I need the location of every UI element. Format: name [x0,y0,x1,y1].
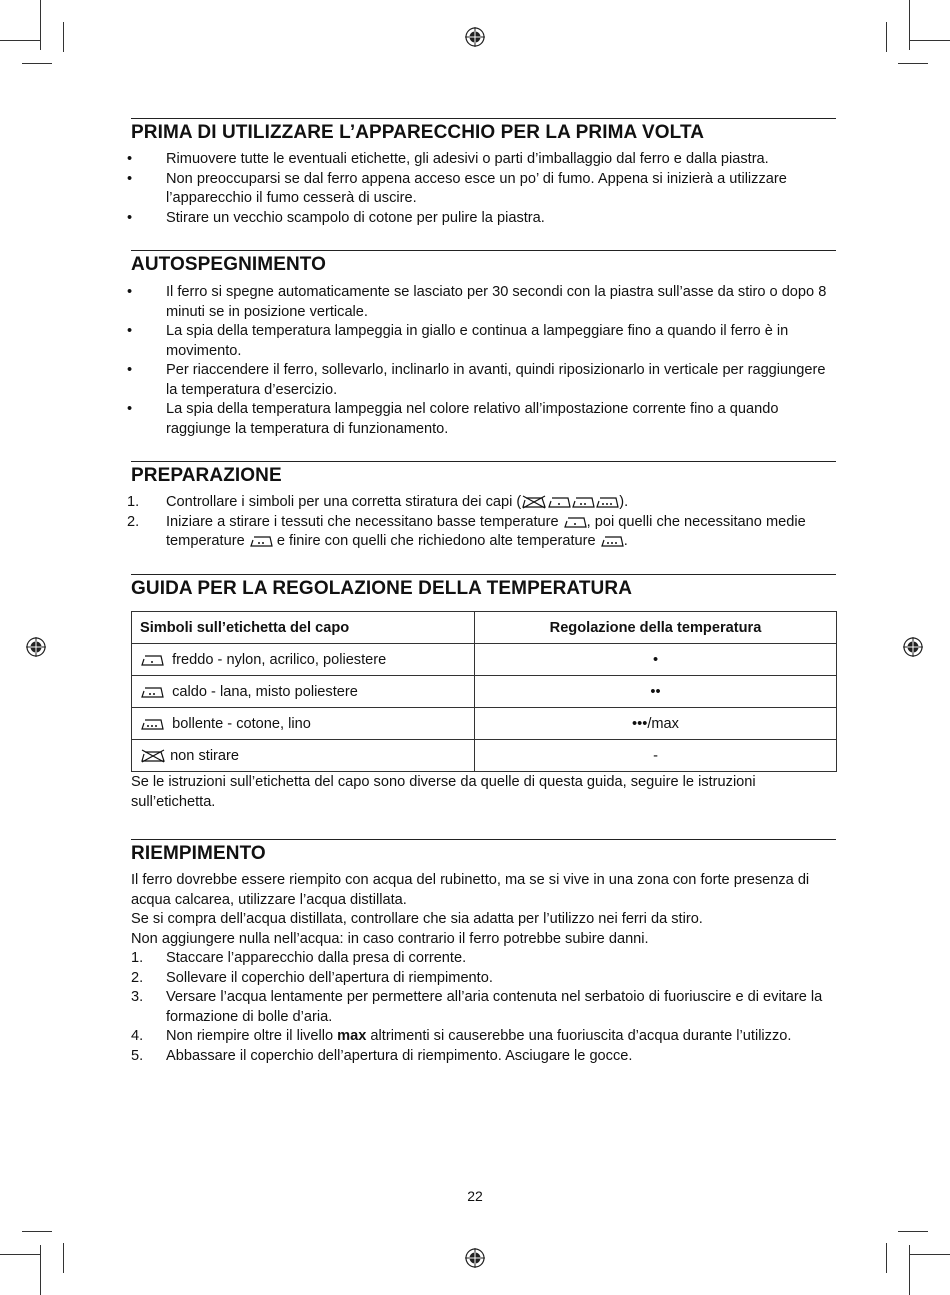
iron-one-dot-icon [140,653,164,667]
crop-mark [886,22,887,52]
crop-mark [0,1254,40,1255]
iron-two-dots-icon [140,685,164,699]
iron-two-dots-icon [249,534,273,548]
section-filling [131,839,836,1066]
section-title: PRIMA DI UTILIZZARE L’APPARECCHIO PER LA PRIMA VOLTA [131,118,836,145]
list-item: • Rimuovere tutte le eventuali etichette, gli adesivi o parti d’imballaggio dal ferro e dalla piastra. [127,151,769,167]
numbered-list [127,493,836,552]
table-row: non stirare - [132,740,837,772]
crop-mark [63,22,64,52]
section-first-use [127,118,836,228]
registration-mark-icon [465,1248,485,1268]
crop-mark [22,1231,52,1232]
column-header: Simboli sull’etichetta del capo [132,612,475,644]
list-item: 2. Iniziare a stirare i tessuti che necessitano basse temperature , poi quelli che necessitano medie temperature e finire con quelli che richiedono alte temperature . [127,513,806,549]
iron-one-dot-icon [547,495,571,509]
crop-mark [909,0,910,50]
list-item: 3. Versare l’acqua lentamente per permettere all’aria contenuta nel serbatoio di fuoriuscire e di evitare la formazione di bolle d’aria. [131,989,823,1025]
section-title: AUTOSPEGNIMENTO [131,250,836,277]
list-item: • Il ferro si spegne automaticamente se lasciato per 30 secondi con la piastra sull’asse da stiro o dopo 8 minuti se in posizione verticale. [127,284,827,320]
registration-mark-icon [26,637,46,657]
list-item: • Stirare un vecchio scampolo di cotone per pulire la piastra. [127,209,545,226]
crop-mark [0,40,40,41]
do-not-iron-icon [140,749,166,763]
crop-mark [910,1254,950,1255]
paragraph: Il ferro dovrebbe essere riempito con acqua del rubinetto, ma se si vive in una zona con forte presenza di acqua calcarea, utilizzare l’acqua distillata. [131,872,810,908]
list-item: 1. Controllare i simboli per una corretta stiratura dei capi ( ). [127,494,629,510]
table-row: freddo - nylon, acrilico, poliestere • [132,644,837,676]
bullet-list [127,283,836,439]
crop-mark [886,1243,887,1273]
crop-mark [898,63,928,64]
table-header-row [132,612,837,644]
list-item: 1. Staccare l’apparecchio dalla presa di corrente. [131,950,467,966]
list-item: 2. Sollevare il coperchio dell’apertura di riempimento. [131,969,493,986]
column-header: Regolazione della temperatura [475,612,837,644]
crop-mark [63,1243,64,1273]
temperature-setting: • [475,644,837,676]
registration-mark-icon [903,637,923,657]
section-title: GUIDA PER LA REGOLAZIONE DELLA TEMPERATURA [131,574,836,601]
list-item: 4. Non riempire oltre il livello max altrimenti si causerebbe una fuoriuscita d’acqua durante l’utilizzo. [131,1028,792,1044]
iron-one-dot-icon [563,515,587,529]
iron-three-dots-icon [595,495,619,509]
section-title: PREPARAZIONE [131,461,836,488]
iron-two-dots-icon [571,495,595,509]
list-item: • La spia della temperatura lampeggia nel colore relativo all’impostazione corrente fino a quando raggiunge la temperatura di funzionamento. [127,401,779,437]
crop-mark [22,63,52,64]
table-row: bollente - cotone, lino •••/max [132,708,837,740]
temperature-setting: •••/max [475,708,837,740]
registration-mark-icon [465,27,485,47]
section-auto-shutoff [127,250,836,439]
table-note: Se le istruzioni sull’etichetta del capo sono diverse da quelle di questa guida, seguire le istruzioni sull’etichetta. [131,774,756,810]
list-item: • Per riaccendere il ferro, sollevarlo, inclinarlo in avanti, quindi riposizionarlo in verticale per raggiungere la temperatura d’esercizio. [127,362,826,398]
crop-mark [898,1231,928,1232]
bullet-list [127,150,836,228]
iron-three-dots-icon [600,534,624,548]
temperature-setting: - [475,740,837,772]
crop-mark [909,1245,910,1295]
crop-mark [40,0,41,50]
list-item: 5. Abbassare il coperchio dell’apertura di riempimento. Asciugare le gocce. [131,1047,633,1064]
table-row: caldo - lana, misto poliestere •• [132,676,837,708]
crop-mark [910,40,950,41]
do-not-iron-icon [521,495,547,509]
section-temperature-guide [131,574,836,812]
paragraph: Non aggiungere nulla nell’acqua: in caso contrario il ferro potrebbe subire danni. [131,930,649,947]
numbered-list [131,949,836,1066]
paragraph: Se si compra dell’acqua distillata, controllare che sia adatta per l’utilizzo nei ferri da stiro. [131,911,703,927]
iron-three-dots-icon [140,717,164,731]
section-preparation [127,461,836,552]
list-item: • Non preoccuparsi se dal ferro appena acceso esce un po’ di fumo. Appena si inizierà a utilizzare l’apparecchio il fumo cesserà di uscire. [127,170,787,206]
page-number: 22 [467,1188,483,1204]
section-title: RIEMPIMENTO [131,839,836,866]
temperature-setting: •• [475,676,837,708]
list-item: • La spia della temperatura lampeggia in giallo e continua a lampeggiare fino a quando il ferro è in movimento. [127,323,789,359]
temperature-table [131,611,837,772]
crop-mark [40,1245,41,1295]
